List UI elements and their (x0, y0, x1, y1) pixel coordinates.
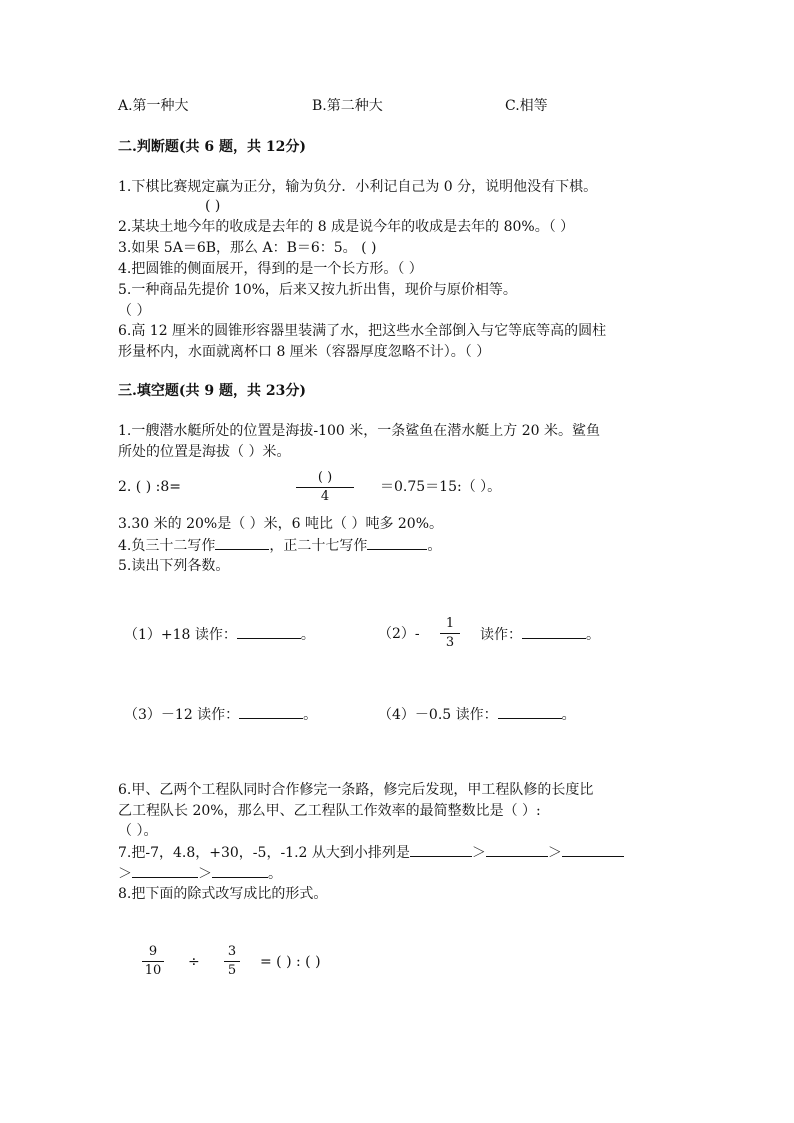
fraction-denominator: 4 (320, 489, 330, 504)
item4-label: （4）－0.5 读作： (378, 707, 498, 723)
s3-q5-item1 (124, 624, 315, 645)
answer-blank[interactable] (367, 535, 427, 550)
answer-blank[interactable] (522, 624, 586, 639)
s2-q4: 4.把圆锥的侧面展开，得到的是一个长方形。（ ） (118, 261, 423, 277)
section2-title: 二.判断题(共 6 题，共 12分) (118, 139, 306, 155)
q7-prefix: 7.把-7，4.8，+30，-5，-1.2 从大到小排列是 (118, 845, 410, 861)
s3-q5-item4 (378, 704, 576, 725)
s3-q6-line1: 6.甲、乙两个工程队同时合作修完一条路，修完后发现，甲工程队修的长度比 (118, 782, 594, 798)
section3-title: 三.填空题(共 9 题，共 23分) (118, 383, 306, 399)
s2-q1: 1.下棋比赛规定赢为正分，输为负分．小利记自己为 0 分，说明他没有下棋。 (118, 179, 598, 195)
s3-q1-line1: 1.一艘潜水艇所处的位置是海拔-100 米，一条鲨鱼在潜水艇上方 20 米。鲨鱼 (118, 423, 600, 439)
answer-blank[interactable] (132, 863, 198, 878)
s3-q5-item3 (124, 704, 317, 725)
fraction-denominator: 5 (227, 963, 237, 978)
s3-q6-line2: 乙工程队长 20%，那么甲、乙工程队工作效率的最简整数比是（ ）: (118, 803, 541, 819)
answer-blank[interactable] (237, 624, 301, 639)
answer-blank[interactable] (410, 842, 472, 857)
s3-q4-part-c: 。 (427, 538, 442, 554)
s3-q4-part-b: ，正二十七写作 (269, 538, 368, 554)
q8-fraction-2 (224, 944, 240, 979)
end-mark: 。 (300, 627, 315, 643)
s2-q3: 3.如果 5A＝6B，那么 A：B＝6：5。 ( ) (118, 240, 377, 256)
s2-q5: 5.一种商品先提价 10%，后来又按九折出售，现价与原价相等。 (118, 282, 517, 298)
s3-q7-line1 (118, 842, 624, 863)
greater-than: ＞ (547, 845, 562, 861)
fraction-denominator: 10 (144, 963, 162, 978)
answer-blank[interactable] (486, 842, 548, 857)
s3-q1-line2: 所处的位置是海拔（ ）米。 (118, 444, 291, 460)
option-a: A.第一种大 (118, 98, 189, 114)
s3-q2-end: ＝0.75＝15:（ ）。 (380, 479, 502, 495)
s3-q5-item2 (480, 624, 600, 645)
q8-divide-sign: ÷ (188, 954, 200, 970)
item2-label: 读作： (480, 627, 522, 643)
s2-q6-line2: 形量杯内，水面就离杯口 8 厘米（容器厚度忽略不计）。（ ） (118, 344, 491, 360)
q8-fraction-1 (142, 944, 164, 979)
greater-than: ＞ (471, 845, 486, 861)
q8-end: = ( ) : ( ) (260, 954, 321, 970)
answer-blank[interactable] (212, 863, 268, 878)
s2-q6-line1: 6.高 12 厘米的圆锥形容器里装满了水，把这些水全部倒入与它等底等高的圆柱 (118, 323, 607, 339)
s2-q5-paren: （ ） (118, 303, 151, 319)
fraction-numerator: 9 (148, 944, 158, 959)
fraction-numerator: 1 (445, 616, 455, 631)
s3-q4-part-a: 4.负三十二写作 (118, 538, 216, 554)
greater-than: ＞ (198, 866, 212, 882)
fraction-denominator: 3 (445, 635, 455, 650)
end-mark: 。 (561, 707, 576, 723)
item1-label: （1）+18 读作： (124, 627, 237, 643)
end-mark: 。 (303, 707, 318, 723)
answer-blank[interactable] (239, 704, 303, 719)
s3-q5-item2-prefix: （2）- (378, 626, 420, 642)
s3-q2-start: 2. ( ) :8= (118, 479, 181, 495)
s3-q5: 5.读出下列各数。 (118, 558, 230, 574)
s3-q7-line2 (118, 863, 282, 884)
s2-q2: 2.某块土地今年的收成是去年的 8 成是说今年的收成是去年的 80%。（ ） (118, 219, 575, 235)
q7-end: 。 (268, 866, 282, 882)
fraction-numerator: 3 (227, 944, 237, 959)
answer-blank[interactable] (562, 842, 624, 857)
s3-q3: 3.30 米的 20%是（ ）米，6 吨比（ ）吨多 20%。 (118, 516, 444, 532)
s2-q1-paren: ( ) (205, 198, 221, 214)
answer-blank[interactable] (215, 535, 269, 550)
s3-q5-item2-fraction (440, 616, 460, 651)
s3-q2-fraction (296, 470, 354, 505)
end-mark: 。 (586, 627, 600, 643)
answer-blank[interactable] (498, 704, 562, 719)
s3-q8: 8.把下面的除式改写成比的形式。 (118, 886, 328, 902)
greater-than: ＞ (118, 866, 132, 882)
option-c: C.相等 (505, 98, 548, 114)
item3-label: （3）－12 读作： (124, 707, 240, 723)
option-b: B.第二种大 (312, 98, 383, 114)
s3-q4 (118, 535, 441, 556)
fraction-numerator: ( ) (317, 470, 333, 485)
s3-q6-line3: （ ）。 (118, 823, 158, 839)
